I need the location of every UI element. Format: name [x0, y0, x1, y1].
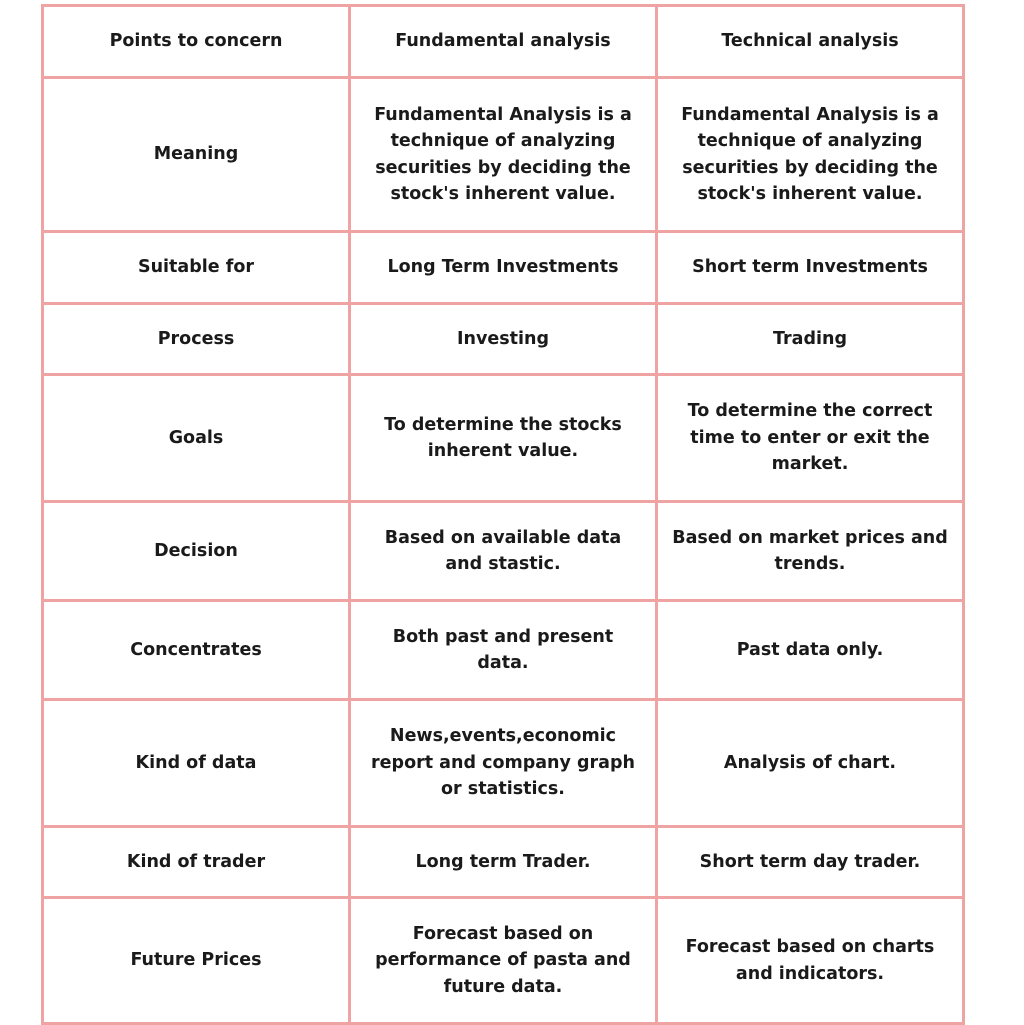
technical-cell: Past data only.	[657, 601, 964, 700]
table-row	[43, 375, 964, 502]
table-header-row	[43, 6, 964, 78]
row-label: Suitable for	[43, 232, 350, 304]
row-label: Kind of data	[43, 700, 350, 827]
fundamental-cell: Fundamental Analysis is a technique of analyzing securities by deciding the stock's inherent value.	[350, 78, 657, 232]
table-row	[43, 232, 964, 304]
table-row	[43, 502, 964, 601]
header-points-to-concern: Points to concern	[43, 6, 350, 78]
row-label: Goals	[43, 375, 350, 502]
row-label: Future Prices	[43, 898, 350, 1024]
table-row	[43, 827, 964, 898]
row-label: Decision	[43, 502, 350, 601]
header-technical-analysis: Technical analysis	[657, 6, 964, 78]
header-fundamental-analysis: Fundamental analysis	[350, 6, 657, 78]
table-row	[43, 898, 964, 1024]
fundamental-cell: Both past and present data.	[350, 601, 657, 700]
table-row	[43, 78, 964, 232]
technical-cell: Fundamental Analysis is a technique of analyzing securities by deciding the stock's inherent value.	[657, 78, 964, 232]
table-row	[43, 304, 964, 375]
row-label: Concentrates	[43, 601, 350, 700]
technical-cell: Based on market prices and trends.	[657, 502, 964, 601]
fundamental-cell: Forecast based on performance of pasta and future data.	[350, 898, 657, 1024]
fundamental-cell: Long Term Investments	[350, 232, 657, 304]
fundamental-cell: Based on available data and stastic.	[350, 502, 657, 601]
fundamental-cell: Investing	[350, 304, 657, 375]
fundamental-cell: News,events,economic report and company graph or statistics.	[350, 700, 657, 827]
row-label: Meaning	[43, 78, 350, 232]
table-row	[43, 601, 964, 700]
technical-cell: Short term Investments	[657, 232, 964, 304]
comparison-table	[41, 4, 965, 1025]
technical-cell: Analysis of chart.	[657, 700, 964, 827]
row-label: Process	[43, 304, 350, 375]
row-label: Kind of trader	[43, 827, 350, 898]
technical-cell: Short term day trader.	[657, 827, 964, 898]
technical-cell: Forecast based on charts and indicators.	[657, 898, 964, 1024]
fundamental-cell: Long term Trader.	[350, 827, 657, 898]
technical-cell: Trading	[657, 304, 964, 375]
fundamental-cell: To determine the stocks inherent value.	[350, 375, 657, 502]
technical-cell: To determine the correct time to enter or exit the market.	[657, 375, 964, 502]
table-row	[43, 700, 964, 827]
